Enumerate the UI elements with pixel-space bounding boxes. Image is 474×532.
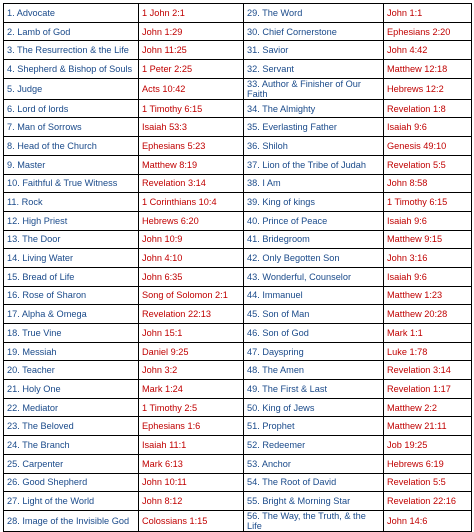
table-row xyxy=(4,398,472,417)
reference-cell-left: Isaiah 53:3 xyxy=(139,118,244,137)
name-cell-left: 12. High Priest xyxy=(4,211,139,230)
name-cell-right: 38. I Am xyxy=(244,174,384,193)
reference-cell-right: Revelation 5:5 xyxy=(384,155,472,174)
reference-cell-left: John 10:9 xyxy=(139,230,244,249)
reference-cell-left: 1 Timothy 2:5 xyxy=(139,398,244,417)
table-row xyxy=(4,230,472,249)
reference-cell-left: Isaiah 11:1 xyxy=(139,436,244,455)
reference-cell-left: John 11:25 xyxy=(139,41,244,60)
reference-cell-right: Matthew 1:23 xyxy=(384,286,472,305)
name-cell-left: 11. Rock xyxy=(4,193,139,212)
reference-cell-left: 1 Timothy 6:15 xyxy=(139,99,244,118)
name-cell-right: 52. Redeemer xyxy=(244,436,384,455)
name-cell-left: 3. The Resurrection & the Life xyxy=(4,41,139,60)
name-cell-right: 33. Author & Finisher of Our Faith xyxy=(244,78,384,99)
name-cell-right: 39. King of kings xyxy=(244,193,384,212)
table-row xyxy=(4,286,472,305)
name-cell-right: 44. Immanuel xyxy=(244,286,384,305)
reference-cell-left: Ephesians 5:23 xyxy=(139,137,244,156)
name-cell-right: 30. Chief Cornerstone xyxy=(244,22,384,41)
name-cell-left: 17. Alpha & Omega xyxy=(4,305,139,324)
name-cell-left: 16. Rose of Sharon xyxy=(4,286,139,305)
table-row xyxy=(4,78,472,99)
name-cell-right: 41. Bridegroom xyxy=(244,230,384,249)
reference-cell-left: Daniel 9:25 xyxy=(139,342,244,361)
name-cell-left: 8. Head of the Church xyxy=(4,137,139,156)
reference-cell-right: Revelation 22:16 xyxy=(384,492,472,511)
reference-cell-right: Luke 1:78 xyxy=(384,342,472,361)
table-row xyxy=(4,118,472,137)
reference-cell-left: 1 Peter 2:25 xyxy=(139,60,244,79)
name-cell-left: 1. Advocate xyxy=(4,4,139,23)
reference-cell-right: Hebrews 12:2 xyxy=(384,78,472,99)
name-cell-left: 9. Master xyxy=(4,155,139,174)
reference-cell-right: Revelation 1:17 xyxy=(384,380,472,399)
reference-cell-right: Hebrews 6:19 xyxy=(384,454,472,473)
name-cell-left: 28. Image of the Invisible God xyxy=(4,510,139,531)
name-cell-left: 13. The Door xyxy=(4,230,139,249)
table-row xyxy=(4,211,472,230)
names-of-christ-table xyxy=(3,3,472,532)
name-cell-left: 5. Judge xyxy=(4,78,139,99)
name-cell-left: 18. True Vine xyxy=(4,324,139,343)
name-cell-left: 19. Messiah xyxy=(4,342,139,361)
reference-cell-left: John 4:10 xyxy=(139,249,244,268)
table-row xyxy=(4,305,472,324)
name-cell-left: 20. Teacher xyxy=(4,361,139,380)
reference-cell-right: Matthew 2:2 xyxy=(384,398,472,417)
table-row xyxy=(4,137,472,156)
reference-cell-left: John 3:2 xyxy=(139,361,244,380)
table-row xyxy=(4,99,472,118)
reference-cell-right: John 3:16 xyxy=(384,249,472,268)
name-cell-left: 10. Faithful & True Witness xyxy=(4,174,139,193)
table-row xyxy=(4,22,472,41)
reference-cell-right: John 14:6 xyxy=(384,510,472,531)
table-row xyxy=(4,4,472,23)
reference-cell-right: Revelation 5:5 xyxy=(384,473,472,492)
table-row xyxy=(4,324,472,343)
name-cell-right: 36. Shiloh xyxy=(244,137,384,156)
reference-cell-right: Revelation 1:8 xyxy=(384,99,472,118)
table-row xyxy=(4,41,472,60)
name-cell-right: 48. The Amen xyxy=(244,361,384,380)
name-cell-left: 7. Man of Sorrows xyxy=(4,118,139,137)
reference-cell-left: Ephesians 1:6 xyxy=(139,417,244,436)
name-cell-right: 43. Wonderful, Counselor xyxy=(244,267,384,286)
reference-cell-right: Matthew 12:18 xyxy=(384,60,472,79)
name-cell-right: 32. Servant xyxy=(244,60,384,79)
name-cell-right: 54. The Root of David xyxy=(244,473,384,492)
table-row xyxy=(4,436,472,455)
table-row xyxy=(4,510,472,531)
name-cell-left: 21. Holy One xyxy=(4,380,139,399)
table-row xyxy=(4,492,472,511)
name-cell-right: 29. The Word xyxy=(244,4,384,23)
reference-cell-left: John 1:29 xyxy=(139,22,244,41)
reference-cell-right: Mark 1:1 xyxy=(384,324,472,343)
reference-cell-left: Hebrews 6:20 xyxy=(139,211,244,230)
name-cell-right: 51. Prophet xyxy=(244,417,384,436)
reference-cell-right: Ephesians 2:20 xyxy=(384,22,472,41)
reference-cell-left: John 8:12 xyxy=(139,492,244,511)
name-cell-left: 27. Light of the World xyxy=(4,492,139,511)
name-cell-left: 2. Lamb of God xyxy=(4,22,139,41)
reference-cell-left: Acts 10:42 xyxy=(139,78,244,99)
name-cell-right: 56. The Way, the Truth, & the Life xyxy=(244,510,384,531)
reference-cell-right: 1 Timothy 6:15 xyxy=(384,193,472,212)
name-cell-right: 31. Savior xyxy=(244,41,384,60)
reference-cell-right: Isaiah 9:6 xyxy=(384,267,472,286)
name-cell-left: 26. Good Shepherd xyxy=(4,473,139,492)
reference-cell-right: John 8:58 xyxy=(384,174,472,193)
name-cell-left: 4. Shepherd & Bishop of Souls xyxy=(4,60,139,79)
name-cell-left: 23. The Beloved xyxy=(4,417,139,436)
reference-cell-left: John 10:11 xyxy=(139,473,244,492)
name-cell-right: 34. The Almighty xyxy=(244,99,384,118)
reference-cell-right: Matthew 20:28 xyxy=(384,305,472,324)
name-cell-right: 49. The First & Last xyxy=(244,380,384,399)
reference-cell-left: Revelation 3:14 xyxy=(139,174,244,193)
name-cell-right: 55. Bright & Morning Star xyxy=(244,492,384,511)
name-cell-right: 46. Son of God xyxy=(244,324,384,343)
reference-cell-right: John 1:1 xyxy=(384,4,472,23)
reference-cell-right: Isaiah 9:6 xyxy=(384,211,472,230)
table-row xyxy=(4,361,472,380)
reference-cell-right: Matthew 9:15 xyxy=(384,230,472,249)
reference-cell-left: John 6:35 xyxy=(139,267,244,286)
name-cell-right: 50. King of Jews xyxy=(244,398,384,417)
reference-cell-left: John 15:1 xyxy=(139,324,244,343)
reference-cell-left: Song of Solomon 2:1 xyxy=(139,286,244,305)
name-cell-left: 25. Carpenter xyxy=(4,454,139,473)
table-row xyxy=(4,174,472,193)
reference-cell-left: Matthew 8:19 xyxy=(139,155,244,174)
reference-cell-right: Revelation 3:14 xyxy=(384,361,472,380)
name-cell-right: 40. Prince of Peace xyxy=(244,211,384,230)
name-cell-right: 37. Lion of the Tribe of Judah xyxy=(244,155,384,174)
table-row xyxy=(4,249,472,268)
name-cell-right: 53. Anchor xyxy=(244,454,384,473)
reference-cell-left: 1 John 2:1 xyxy=(139,4,244,23)
reference-cell-left: Colossians 1:15 xyxy=(139,510,244,531)
name-cell-left: 22. Mediator xyxy=(4,398,139,417)
reference-cell-right: Genesis 49:10 xyxy=(384,137,472,156)
name-cell-left: 14. Living Water xyxy=(4,249,139,268)
table-row xyxy=(4,417,472,436)
reference-cell-left: Mark 1:24 xyxy=(139,380,244,399)
reference-cell-left: Mark 6:13 xyxy=(139,454,244,473)
name-cell-right: 35. Everlasting Father xyxy=(244,118,384,137)
name-cell-right: 45. Son of Man xyxy=(244,305,384,324)
table-row xyxy=(4,193,472,212)
table-row xyxy=(4,60,472,79)
table-row xyxy=(4,473,472,492)
reference-cell-right: John 4:42 xyxy=(384,41,472,60)
name-cell-left: 15. Bread of Life xyxy=(4,267,139,286)
reference-cell-right: Matthew 21:11 xyxy=(384,417,472,436)
name-cell-left: 24. The Branch xyxy=(4,436,139,455)
name-cell-right: 42. Only Begotten Son xyxy=(244,249,384,268)
name-cell-right: 47. Dayspring xyxy=(244,342,384,361)
table-row xyxy=(4,267,472,286)
reference-cell-right: Job 19:25 xyxy=(384,436,472,455)
table-row xyxy=(4,342,472,361)
reference-cell-left: Revelation 22:13 xyxy=(139,305,244,324)
table-row xyxy=(4,454,472,473)
name-cell-left: 6. Lord of lords xyxy=(4,99,139,118)
reference-cell-right: Isaiah 9:6 xyxy=(384,118,472,137)
table-body xyxy=(4,4,472,532)
reference-cell-left: 1 Corinthians 10:4 xyxy=(139,193,244,212)
table-row xyxy=(4,380,472,399)
table-row xyxy=(4,155,472,174)
